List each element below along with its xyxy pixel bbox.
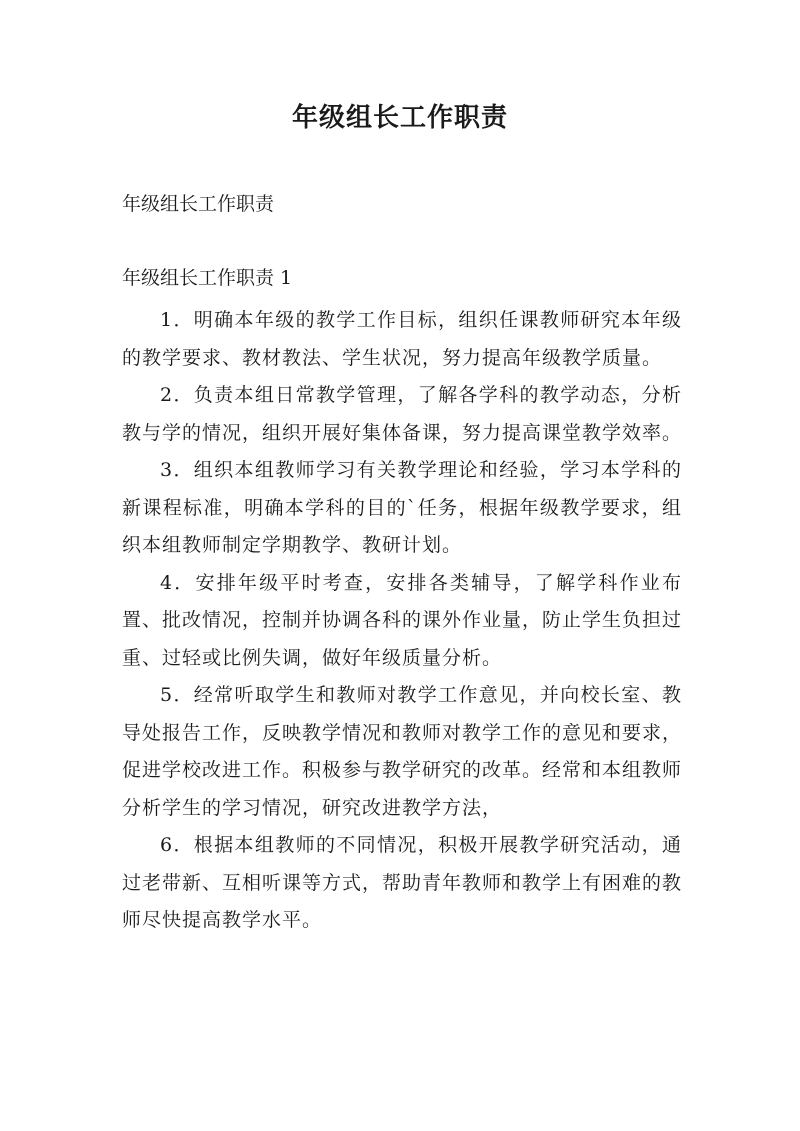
paragraph-3: 3．组织本组教师学习有关教学理论和经验，学习本学科的新课程标准，明确本学科的目的`任务，根据年级教学要求，组织本组教师制定学期教学、教研计划。 (122, 459, 682, 556)
paragraph-5: 5．经常听取学生和教师对教学工作意见，并向校长室、教导处报告工作，反映教学情况和教师对教学工作的意见和要求，促进学校改进工作。积极参与教学研究的改革。经常和本组教师分析学生的学习情况，研究改进教学方法， (122, 684, 683, 819)
paragraph-6: 6．根据本组教师的不同情况，积极开展教学研究活动，通过老带新、互相听课等方式，帮助青年教师和教学上有困难的教师尽快提高教学水平。 (122, 834, 683, 931)
paragraph-4: 4．安排年级平时考查，安排各类辅导，了解学科作业布置、批改情况，控制并协调各科的课外作业量，防止学生负担过重、过轻或比例失调，做好年级质量分析。 (122, 571, 683, 669)
document-body (122, 302, 682, 940)
section-heading: 年级组长工作职责 1 (122, 267, 293, 289)
paragraph-2: 2．负责本组日常教学管理，了解各学科的教学动态，分析教与学的情况，组织开展好集体备课，努力提高课堂教学效率。 (122, 384, 683, 444)
document-subtitle: 年级组长工作职责 (122, 193, 275, 215)
paragraph-1: 1．明确本年级的教学工作目标，组织任课教师研究本年级的教学要求、教材教法、学生状况，努力提高年级教学质量。 (122, 309, 682, 369)
document-title: 年级组长工作职责 (291, 103, 508, 133)
